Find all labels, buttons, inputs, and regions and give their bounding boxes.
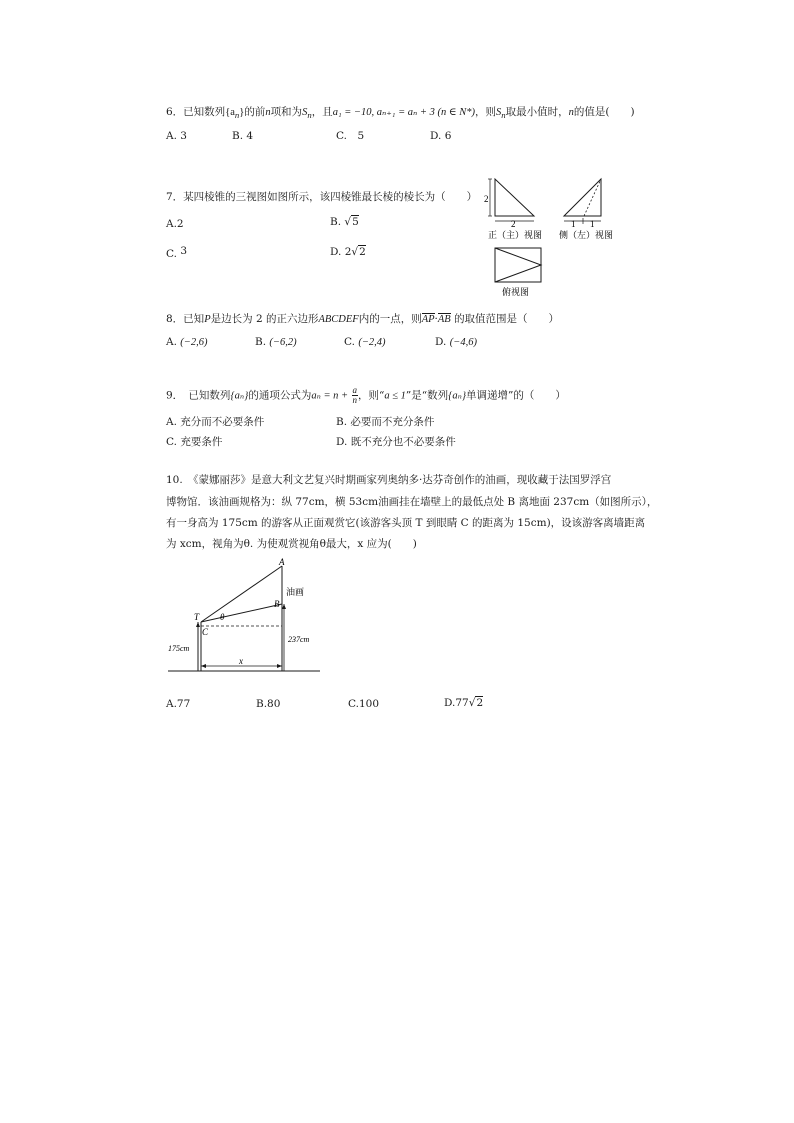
side-view-dim-1-left: 1 — [571, 219, 576, 229]
q6-option-a: A. 3 — [166, 130, 187, 142]
q10-viewing-figure — [164, 556, 324, 680]
q6-seq: {a — [225, 107, 235, 118]
q9-condition: a ≤ 1 — [384, 390, 406, 402]
q8-option-b — [255, 335, 297, 350]
q7-option-d: D. 2√2 — [330, 246, 366, 258]
q7-option-c-value: 3 — [180, 245, 188, 257]
q8-option-b-value: (−6,2) — [269, 337, 297, 348]
q9-formula: aₙ = n + — [311, 390, 349, 402]
q8-option-a-value: (−2,6) — [180, 337, 208, 348]
q10-option-d-radicand: 2 — [476, 697, 484, 709]
top-view — [495, 248, 541, 282]
q6-S-2: S — [496, 107, 502, 118]
q10-line-1: 10. 《蒙娜丽莎》是意大利文艺复兴时期画家列奥纳多·达芬奇创作的油画，现收藏于法国罗浮宫 — [166, 474, 612, 486]
q9-text-3: ，则“ — [358, 389, 385, 402]
q6-text: 6．已知数列 — [166, 106, 226, 118]
q6-text-7: 的值是( ) — [573, 106, 635, 118]
q8-point-p: P — [204, 314, 211, 325]
q6-text-2: 的前 — [244, 106, 266, 118]
q10-option-c: C.100 — [348, 698, 380, 710]
side-view-label: 侧（左）视图 — [559, 230, 614, 240]
q8-text-4: 的取值范围是（ ） — [454, 313, 560, 325]
q7-option-d-radicand: 2 — [359, 246, 366, 258]
q6-option-c: C. 5 — [336, 130, 365, 142]
front-view-dim-2: 2 — [484, 194, 489, 204]
q8-option-d-value: (−4,6) — [449, 337, 477, 348]
q8-option-c — [344, 335, 386, 350]
q10-height-237: 237cm — [288, 635, 310, 644]
q9-stem — [166, 386, 566, 406]
q6-stem — [166, 105, 635, 122]
q7-option-b: B. √5 — [330, 216, 359, 228]
front-view-dim-2-bottom: 2 — [511, 219, 516, 229]
q6-seq-close: } — [239, 107, 245, 118]
q8-option-b-label: B. — [255, 336, 267, 348]
q10-line-4: 为 xcm，视角为θ. 为使观赏视角θ最大，x 应为( ) — [166, 538, 417, 550]
q8-hexagon: ABCDEF — [318, 314, 359, 325]
top-view-label: 俯视图 — [502, 287, 530, 297]
q8-stem — [166, 312, 559, 327]
q8-option-c-value: (−2,4) — [358, 337, 386, 348]
q9-option-a: A. 充分而不必要条件 — [166, 416, 265, 428]
q9-text-4: ”是“数列 — [405, 389, 449, 402]
q9-fraction-denominator: n — [352, 395, 357, 405]
q10-option-d-label: D.77 — [444, 697, 469, 709]
q6-S: S — [302, 107, 308, 118]
side-view-dim-1-right: 1 — [590, 219, 595, 229]
q6-option-d: D. 6 — [430, 130, 452, 142]
q10-height-175: 175cm — [168, 644, 190, 653]
q7-option-a: A.2 — [166, 218, 184, 230]
q10-line-2: 博物馆．该油画规格为：纵 77cm，横 53cm油画挂在墙壁上的最低点处 B 离地面 237cm（如图所示）， — [166, 496, 658, 508]
q6-option-b: B. 4 — [232, 130, 254, 142]
q8-option-d-label: D. — [435, 336, 447, 348]
q10-line-3: 有一身高为 175cm 的游客从正面观赏它(该游客头顶 T 到眼睛 C 的距离为 15cm)，设该游客离墙距离 — [166, 517, 646, 529]
q6-n: n — [265, 107, 271, 118]
q9-text-5: 单调递增”的（ ） — [466, 389, 566, 402]
q10-point-c: C — [202, 627, 209, 637]
q10-point-t: T — [194, 612, 200, 622]
q9-fraction-numerator: a — [352, 385, 357, 395]
q8-vector-ap: AP — [421, 314, 435, 325]
q9-seq-2: {aₙ} — [448, 390, 467, 402]
front-view — [488, 179, 534, 221]
q10-option-a: A.77 — [166, 698, 191, 710]
q6-text-4: ，且 — [311, 106, 333, 118]
q7-three-view-figure — [480, 172, 620, 300]
q9-text: 9． 已知数列 — [166, 389, 231, 402]
q8-text: 8．已知 — [166, 313, 205, 325]
q6-n-2: n — [568, 107, 574, 118]
q9-option-b: B. 必要而不充分条件 — [336, 416, 435, 428]
side-view — [564, 179, 601, 224]
q7-option-b-radicand: 5 — [352, 216, 359, 228]
q7-option-d-label: D. 2 — [330, 246, 352, 258]
q10-angle-theta: θ — [220, 612, 225, 622]
q8-dot: · — [434, 313, 438, 325]
q8-text-2: 是边长为 2 的正六边形 — [210, 313, 319, 325]
q6-seq-sub: n — [234, 110, 240, 121]
q8-option-a-label: A. — [166, 336, 177, 348]
q9-seq: {aₙ} — [230, 390, 249, 402]
q10-distance-x: x — [239, 656, 243, 666]
front-view-label: 正（主）视图 — [488, 230, 543, 240]
q9-text-2: 的通项公式为 — [248, 389, 312, 402]
q7-option-c-label: C. — [166, 248, 177, 260]
q8-option-a — [166, 335, 207, 350]
q8-text-3: 内的一点，则 — [358, 313, 422, 325]
q7-stem: 7．某四棱锥的三视图如图所示，该四棱锥最长棱的棱长为（ ） — [166, 191, 478, 203]
q8-option-c-label: C. — [344, 336, 355, 348]
q10-point-b: B — [274, 599, 280, 609]
q6-S-sub-2: n — [501, 110, 506, 121]
q6-S-sub: n — [307, 110, 312, 121]
q8-vector-ab: AB — [437, 314, 451, 325]
q10-painting-label: 油画 — [286, 587, 305, 597]
q10-figure-lines — [168, 566, 320, 671]
q7-option-b-label: B. — [330, 216, 342, 228]
q6-text-5: ，则 — [475, 106, 497, 118]
q6-condition: a₁ = −10, aₙ₊₁ = aₙ + 3 (n ∈ N*) — [332, 107, 476, 118]
q6-text-6: 取最小值时， — [505, 106, 569, 118]
q9-option-c: C. 充要条件 — [166, 436, 223, 448]
q10-option-d: D.77√2 — [444, 697, 484, 709]
q10-point-a: A — [279, 557, 285, 567]
q7-option-c — [166, 247, 187, 261]
q9-option-d: D. 既不充分也不必要条件 — [336, 436, 456, 448]
q8-option-d — [435, 335, 477, 350]
q10-option-b: B.80 — [256, 698, 281, 710]
q6-text-3: 项和为 — [270, 106, 303, 118]
